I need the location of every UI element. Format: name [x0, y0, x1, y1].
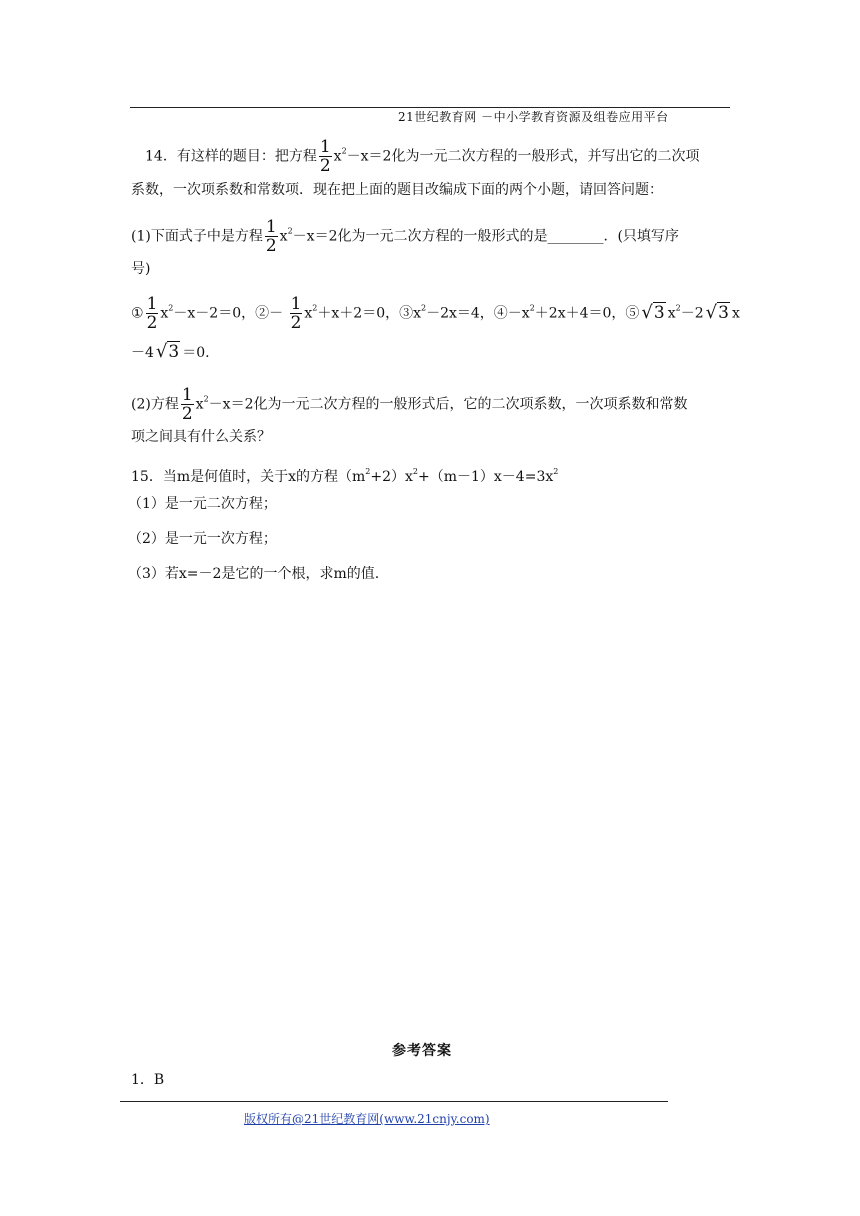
fraction-half: $\frac{1}{2}$ — [319, 137, 331, 176]
fraction-half: $\frac{1}{2}$ — [181, 385, 193, 424]
q14-part2-line-1: (2)方程 $\frac{1}{2}$ $x^2-x=2$化为一元二次方程的一般形式后，它的二次项系数，一次项系数和常数 — [131, 385, 688, 424]
q14-part2-line-2: 项之间具有什么关系？ — [131, 429, 271, 445]
q14-line-2: 系数，一次项系数和常数项．现在把上面的题目改编成下面的两个小题，请回答问题： — [131, 182, 663, 198]
q15-item-1: （1）是一元二次方程； — [128, 496, 277, 512]
q14-line-1: 14．有这样的题目：把方程 $\frac{1}{2}$ $x^2-x=2$化为一元二次方程的一般形式，并写出它的二次项 — [145, 137, 700, 176]
q14-text: 14．有这样的题目：把方程 — [145, 148, 317, 165]
q15-item-3: （3）若x=－2是它的一个根，求m的值. — [128, 566, 380, 582]
sqrt-three: √3 — [155, 341, 180, 362]
header-text: 21世纪教育网 －中小学教育资源及组卷应用平台 — [398, 110, 669, 124]
sqrt-three: √3 — [705, 301, 729, 323]
q14-part1-line-1: (1)下面式子中是方程 $\frac{1}{2}$ $x^2-x=2$化为一元二次方程的一般形式的是________．(只填写序 — [131, 217, 679, 256]
sqrt-three: √3 — [641, 301, 665, 323]
q15-line-1: 15．当m是何值时，关于x的方程$(m^2+2)x^2+(m-1)x-4=3x^2$ — [131, 467, 559, 485]
fraction-half: $\frac{1}{2}$ — [290, 294, 302, 333]
answers-title: 参考答案 — [392, 1043, 452, 1059]
footer-copyright-link[interactable]: 版权所有@21世纪教育网(www.21cnjy.com) — [244, 1112, 490, 1126]
fraction-half: $\frac{1}{2}$ — [265, 217, 277, 256]
q14-options-line-2: －4 √3 ＝0. — [131, 341, 210, 362]
q15-item-2: （2）是一元一次方程； — [128, 531, 277, 547]
fraction-half: $\frac{1}{2}$ — [146, 294, 158, 333]
q14-part1-line-2: 号) — [131, 261, 151, 277]
answer-1: 1．B — [131, 1072, 165, 1088]
footer-rule — [120, 1101, 668, 1102]
q14-options-line-1: ① $\frac{1}{2}$ $x^2-x-2=0$，②－ $\frac{1}{2}$ $x^2+x+2=0$，$③x^2-2x=4$，$④-x^2+2x+4=0$，⑤ √3 $x^2-2$ √3 x — [131, 294, 740, 333]
